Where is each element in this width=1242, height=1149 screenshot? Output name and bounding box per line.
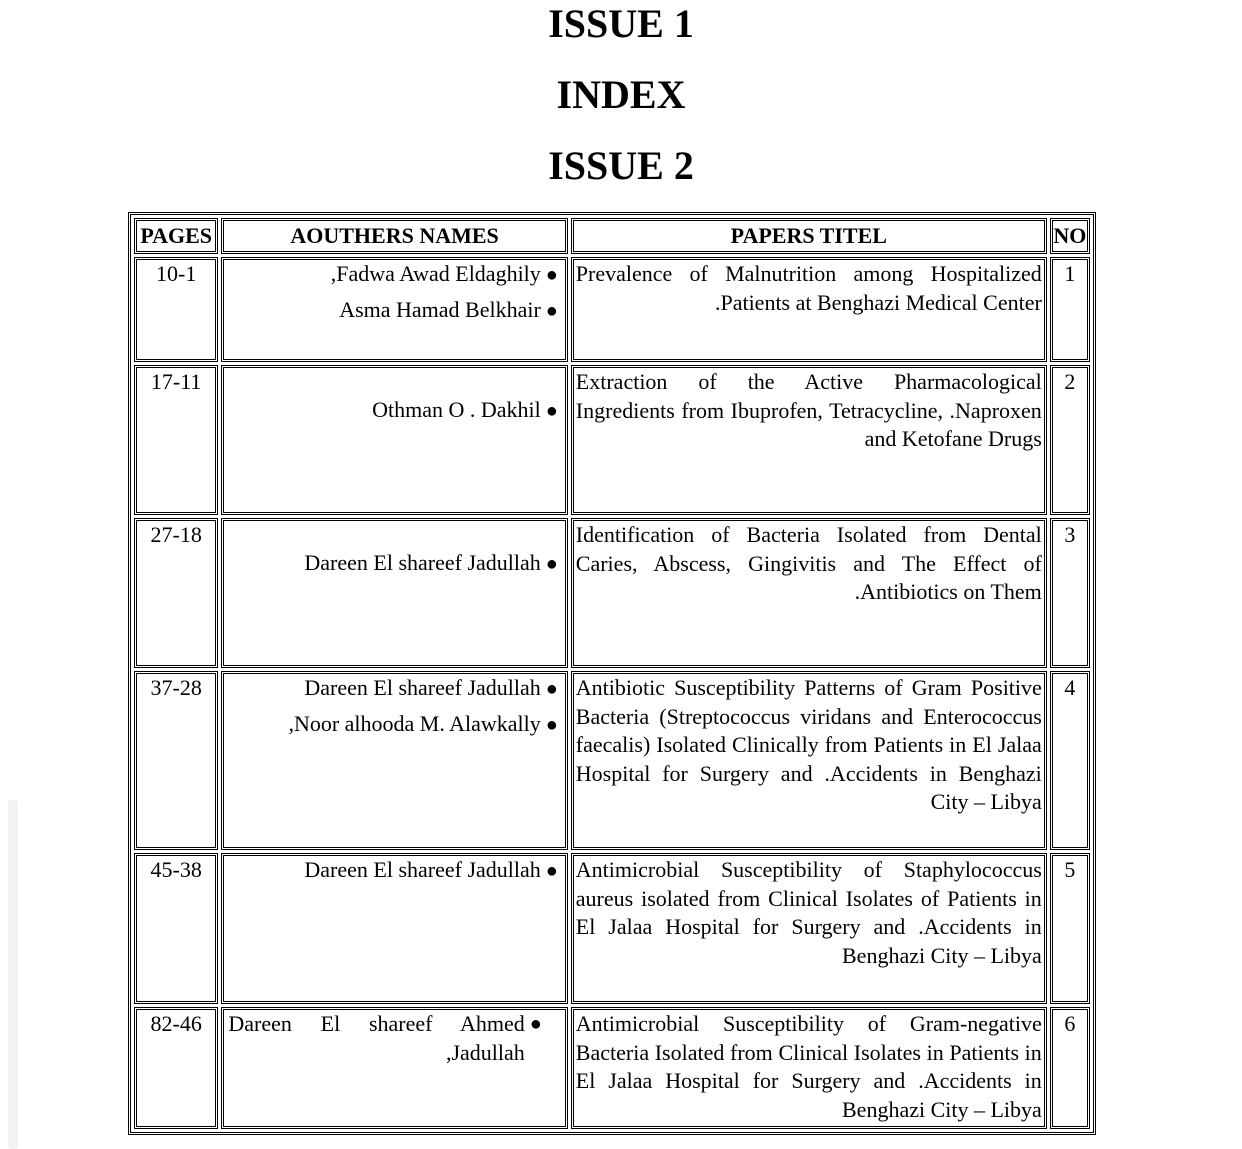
pages-cell: 82-46 [134, 1007, 218, 1129]
pages-cell: 45-38 [134, 853, 218, 1004]
paper-title-cell: Antibiotic Susceptibility Patterns of Gram Positive Bacteria (Streptococcus viridans and Enterococcus faecalis) Isolated Clinically from Patients in El Jalaa Hospital for Surgery and .Accidents in Benghazi City – Libya [571, 671, 1047, 850]
table-row [134, 853, 1090, 1004]
authors-cell [221, 671, 567, 850]
no-column-header: NO [1050, 218, 1090, 254]
bullet-icon: ● [545, 264, 558, 286]
authors-cell [221, 365, 567, 515]
issue-2-heading: ISSUE 2 [548, 143, 694, 188]
paper-title-cell: Prevalence of Malnutrition among Hospitalized .Patients at Benghazi Medical Center [571, 257, 1047, 362]
bullet-icon: ● [545, 860, 558, 882]
bullet-icon: ● [545, 400, 558, 422]
author-entry [226, 856, 562, 886]
author-name: ,Noor alhooda M. Alawkally [288, 710, 541, 736]
number-cell: 5 [1050, 853, 1090, 1004]
number-cell: 6 [1050, 1007, 1090, 1129]
paper-title-cell: Identification of Bacteria Isolated from Dental Caries, Abscess, Gingivitis and The Effect of .Antibiotics on Them [571, 518, 1047, 668]
table-row [134, 1007, 1090, 1129]
author-name: Othman O . Dakhil [372, 397, 541, 422]
paper-title-cell: Antimicrobial Susceptibility of Staphylococcus aureus isolated from Clinical Isolates of Patients in El Jalaa Hospital for Surgery and .Accidents in Benghazi City – Libya [571, 853, 1047, 1004]
table-row [134, 365, 1090, 515]
authors-cell [221, 1007, 567, 1129]
author-entry [226, 296, 562, 326]
author-name: Asma Hamad Belkhair [339, 296, 541, 322]
author-name: Dareen El shareef Jadullah [304, 550, 541, 575]
pages-cell: 37-28 [134, 671, 218, 850]
authors-column-header: AOUTHERS NAMES [221, 218, 567, 254]
author-name: ,Fadwa Awad Eldaghily [330, 261, 541, 286]
author-entry [226, 710, 562, 740]
pages-cell: 10-1 [134, 257, 218, 362]
number-cell: 4 [1050, 671, 1090, 850]
table-row [134, 518, 1090, 668]
bullet-icon: ● [545, 299, 558, 322]
bullet-icon: ● [545, 713, 558, 736]
table-header-row [134, 218, 1090, 254]
author-entry [226, 396, 562, 426]
bullet-icon: ● [545, 678, 558, 700]
bullet-icon: ● [529, 1013, 542, 1035]
pages-column-header: PAGES [134, 218, 218, 254]
author-entry [226, 260, 562, 290]
authors-cell [221, 853, 567, 1004]
author-entry [226, 549, 562, 579]
author-name: Dareen El shareef Ahmed ,Jadullah [228, 1011, 525, 1065]
index-heading: INDEX [556, 72, 686, 117]
papers-index-table [128, 212, 1096, 1135]
author-name: Dareen El shareef Jadullah [304, 857, 541, 882]
authors-cell [221, 518, 567, 668]
table-row [134, 257, 1090, 362]
paper-title-cell: Extraction of the Active Pharmacological Ingredients from Ibuprofen, Tetracycline, .Naproxen and Ketofane Drugs [571, 365, 1047, 515]
issue-1-heading: ISSUE 1 [548, 1, 694, 46]
scrollbar-track[interactable] [8, 800, 18, 1149]
number-cell: 1 [1050, 257, 1090, 362]
author-entry [226, 674, 562, 704]
author-entry [226, 1010, 562, 1067]
author-name: Dareen El shareef Jadullah [304, 675, 541, 700]
number-cell: 2 [1050, 365, 1090, 515]
table-row [134, 671, 1090, 850]
titles-column-header: PAPERS TITEL [571, 218, 1047, 254]
pages-cell: 17-11 [134, 365, 218, 515]
number-cell: 3 [1050, 518, 1090, 668]
authors-cell [221, 257, 567, 362]
paper-title-cell: Antimicrobial Susceptibility of Gram-negative Bacteria Isolated from Clinical Isolates in Patients in El Jalaa Hospital for Surgery and .Accidents in Benghazi City – Libya [571, 1007, 1047, 1129]
bullet-icon: ● [545, 553, 558, 575]
pages-cell: 27-18 [134, 518, 218, 668]
